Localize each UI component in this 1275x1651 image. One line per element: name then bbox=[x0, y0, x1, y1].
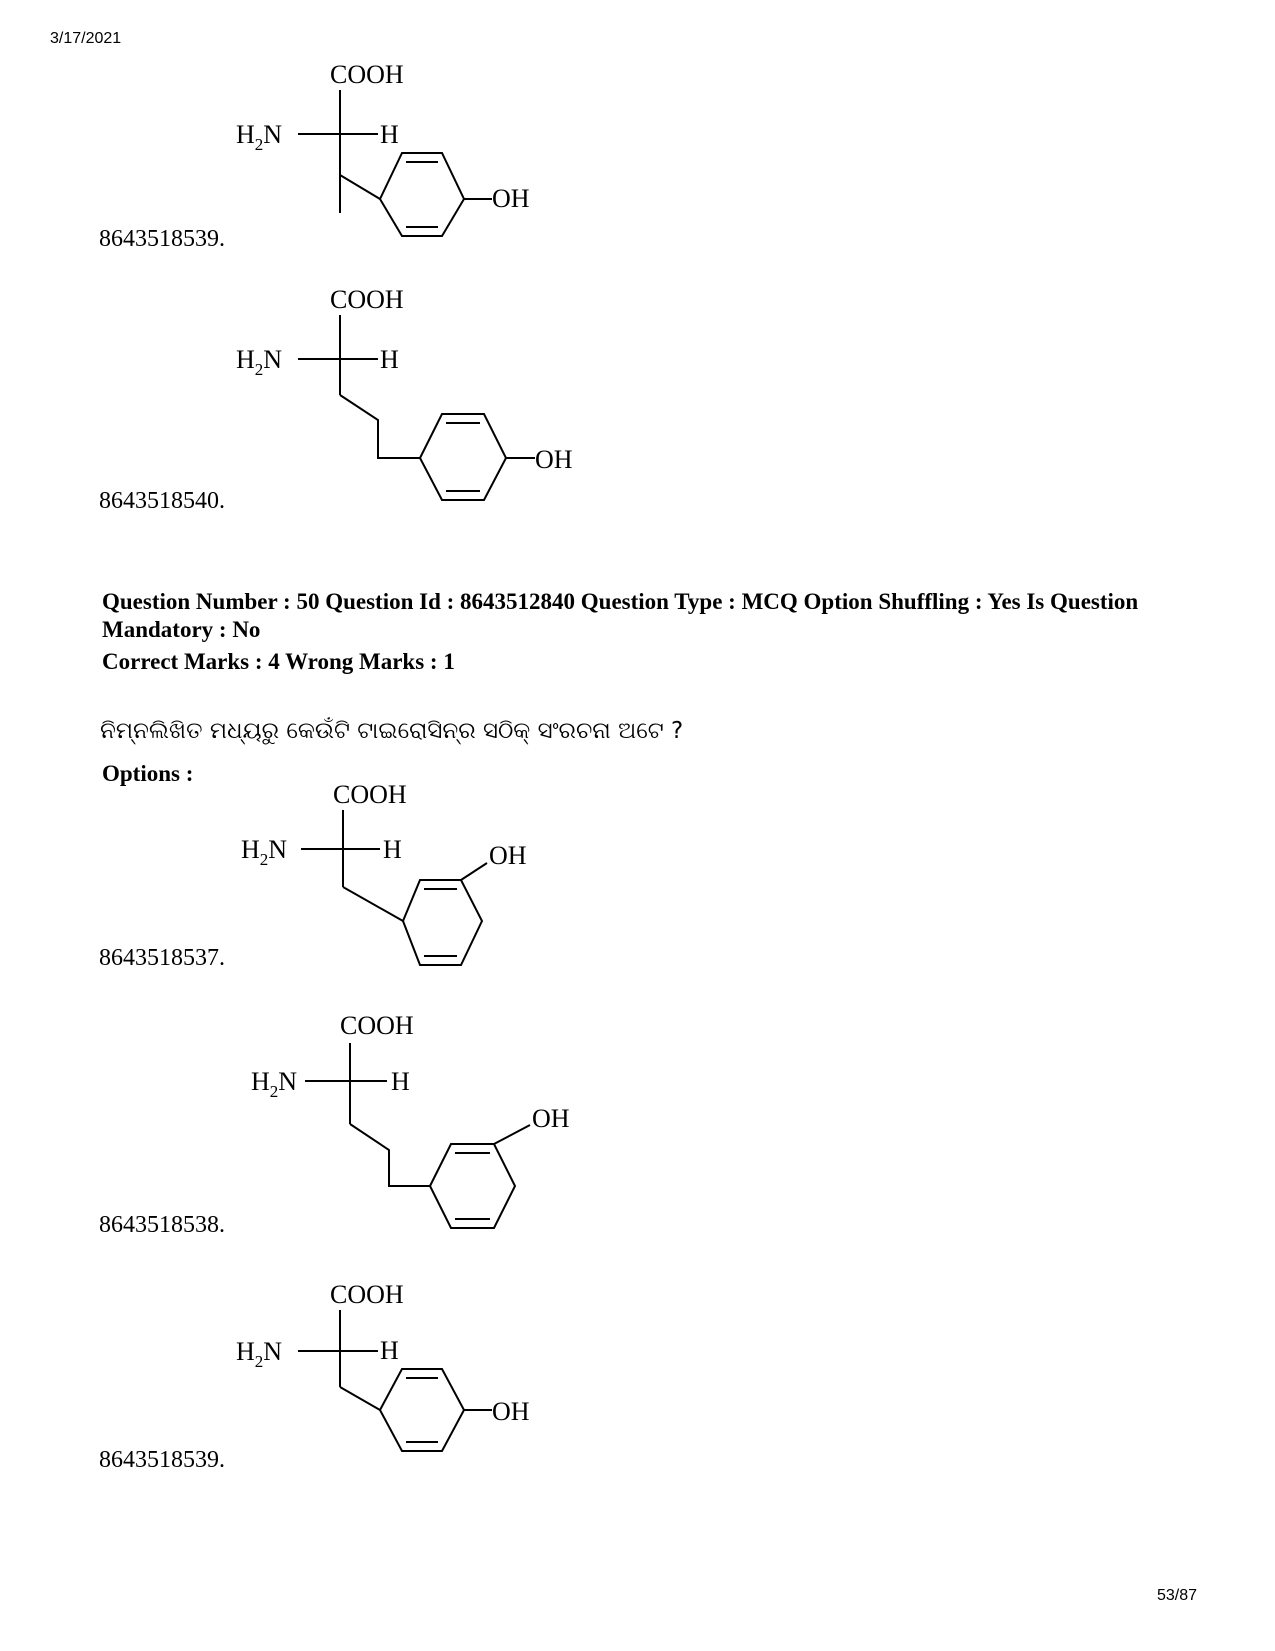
svg-text:H: H bbox=[383, 835, 402, 864]
svg-text:H2N: $H_2N$ bbox=[241, 835, 288, 869]
print-date: 3/17/2021 bbox=[50, 30, 122, 47]
svg-text:H2N: $H_2N$ bbox=[236, 1337, 283, 1371]
svg-text:H: H bbox=[380, 120, 399, 149]
svg-text:OH: OH bbox=[489, 841, 527, 870]
option-id: 8643518540. bbox=[99, 488, 225, 514]
structure-meta-long bbox=[245, 1010, 595, 1240]
question-marks: Correct Marks : 4 Wrong Marks : 1 bbox=[102, 649, 455, 674]
svg-text:COOH: COOH bbox=[340, 1011, 414, 1040]
svg-text:COOH: COOH bbox=[330, 285, 404, 314]
structure-para-short bbox=[230, 55, 570, 255]
option-id: 8643518539. bbox=[99, 1447, 225, 1473]
svg-text:H2N: $H_2N$ bbox=[236, 120, 283, 154]
svg-text:H: H bbox=[380, 1336, 399, 1365]
svg-text:OH: OH bbox=[535, 445, 573, 474]
svg-text:OH: OH bbox=[492, 184, 530, 213]
option-id: 8643518538. bbox=[99, 1212, 225, 1238]
structure-para-long bbox=[230, 280, 590, 510]
svg-text:H: H bbox=[380, 345, 399, 374]
svg-text:H2N: $H_2N$ bbox=[251, 1067, 298, 1101]
question-meta: Question Number : 50 Question Id : 8643512840 Question Type : MCQ Option Shuffling : Yes Is Question Mandatory : No bbox=[102, 589, 1139, 642]
svg-text:COOH: COOH bbox=[333, 780, 407, 809]
option-id: 8643518537. bbox=[99, 945, 225, 971]
svg-text:H: H bbox=[391, 1067, 410, 1096]
structure-para-short bbox=[230, 1275, 570, 1475]
svg-text:COOH: COOH bbox=[330, 1280, 404, 1309]
option-id: 8643518539. bbox=[99, 226, 225, 252]
svg-text:OH: OH bbox=[492, 1397, 530, 1426]
svg-text:OH: OH bbox=[532, 1104, 570, 1133]
page-number: 53/87 bbox=[1156, 1587, 1197, 1604]
svg-text:COOH: COOH bbox=[330, 60, 404, 89]
options-label: Options : bbox=[102, 761, 194, 786]
svg-text:H2N: $H_2N$ bbox=[236, 345, 283, 379]
question-text: ନିମ୍ନଲିଖିତ ମଧ୍ୟରୁ କେଉଁଟି ଟାଇରୋସିନ୍‌ର ସଠିକ୍ ସଂରଚନା ଅଟେ ? bbox=[100, 718, 684, 744]
structure-meta-short bbox=[235, 775, 565, 975]
